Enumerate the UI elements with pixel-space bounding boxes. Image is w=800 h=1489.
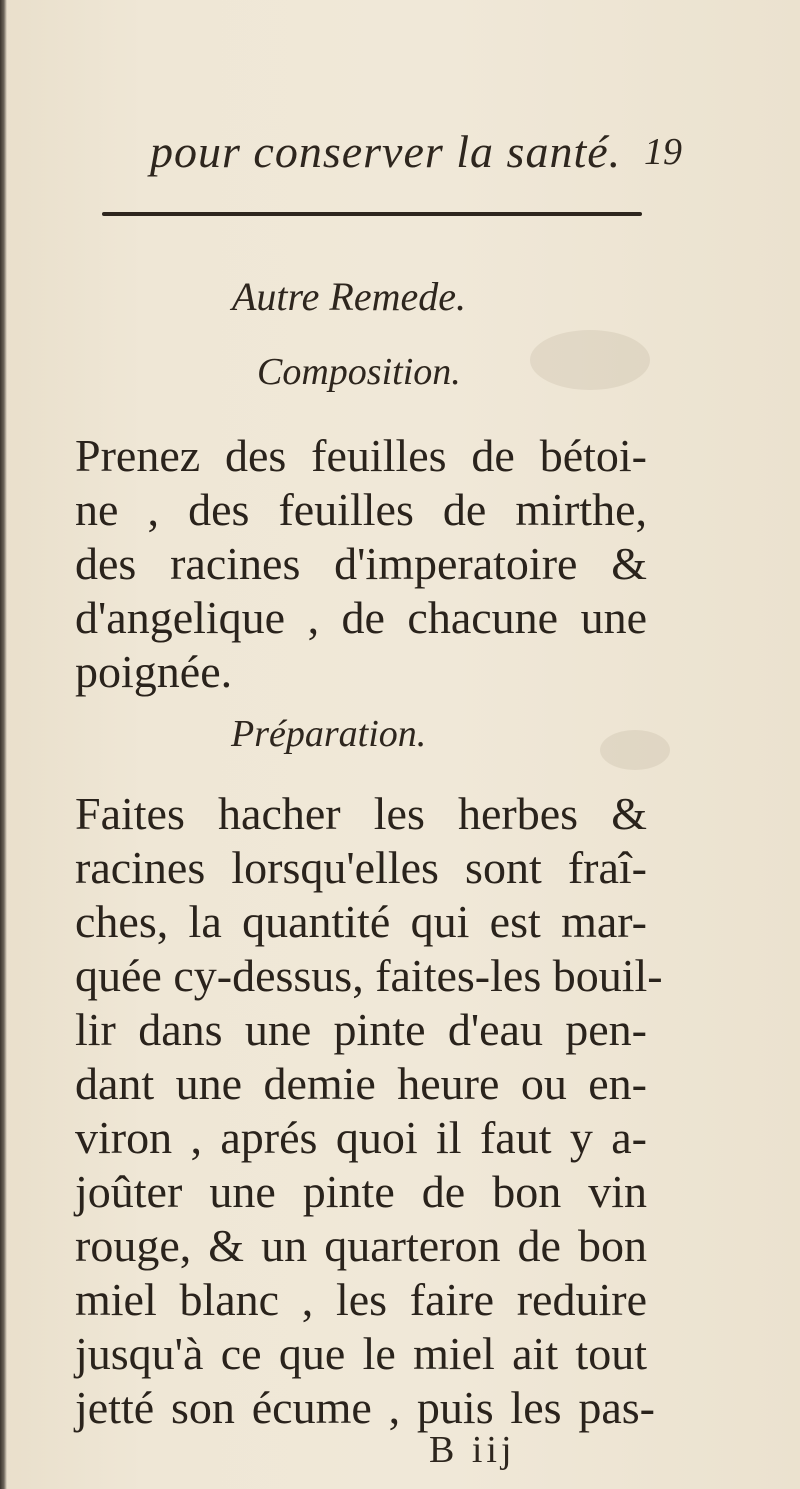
composition-heading: Composition. <box>257 351 461 393</box>
text-line: des racines d'imperatoire & <box>75 538 647 589</box>
text-line: ches, la quantité qui est mar- <box>75 896 647 947</box>
header-rule <box>102 212 642 216</box>
text-line: joûter une pinte de bon vin <box>75 1166 647 1217</box>
recipe-title: Autre Remede. <box>232 274 466 319</box>
signature-mark: B iij <box>429 1429 516 1471</box>
preparation-heading: Préparation. <box>231 713 427 755</box>
binding-edge <box>0 0 7 1489</box>
text-line: lir dans une pinte d'eau pen- <box>75 1004 647 1055</box>
text-line: d'angelique , de chacune une <box>75 592 647 643</box>
text-line: miel blanc , les faire reduire <box>75 1274 647 1325</box>
text-line: quée cy-dessus, faites-les bouil- <box>75 950 663 1001</box>
page-number: 19 <box>644 131 682 173</box>
text-line: dant une demie heure ou en- <box>75 1058 647 1109</box>
text-line: jusqu'à ce que le miel ait tout <box>75 1328 647 1379</box>
running-head: pour conserver la santé. <box>150 126 622 177</box>
text-line: Prenez des feuilles de bétoi- <box>75 430 647 481</box>
text-line: viron , aprés quoi il faut y a- <box>75 1112 647 1163</box>
text-line: racines lorsqu'elles sont fraî- <box>75 842 647 893</box>
text-line: jetté son écume , puis les pas- <box>75 1382 655 1433</box>
text-line: ne , des feuilles de mirthe, <box>75 484 647 535</box>
paper-stain <box>600 730 670 770</box>
text-line: rouge, & un quarteron de bon <box>75 1220 647 1271</box>
text-line: Faites hacher les herbes & <box>75 788 647 839</box>
text-line: poignée. <box>75 646 233 697</box>
paper-stain <box>530 330 650 390</box>
